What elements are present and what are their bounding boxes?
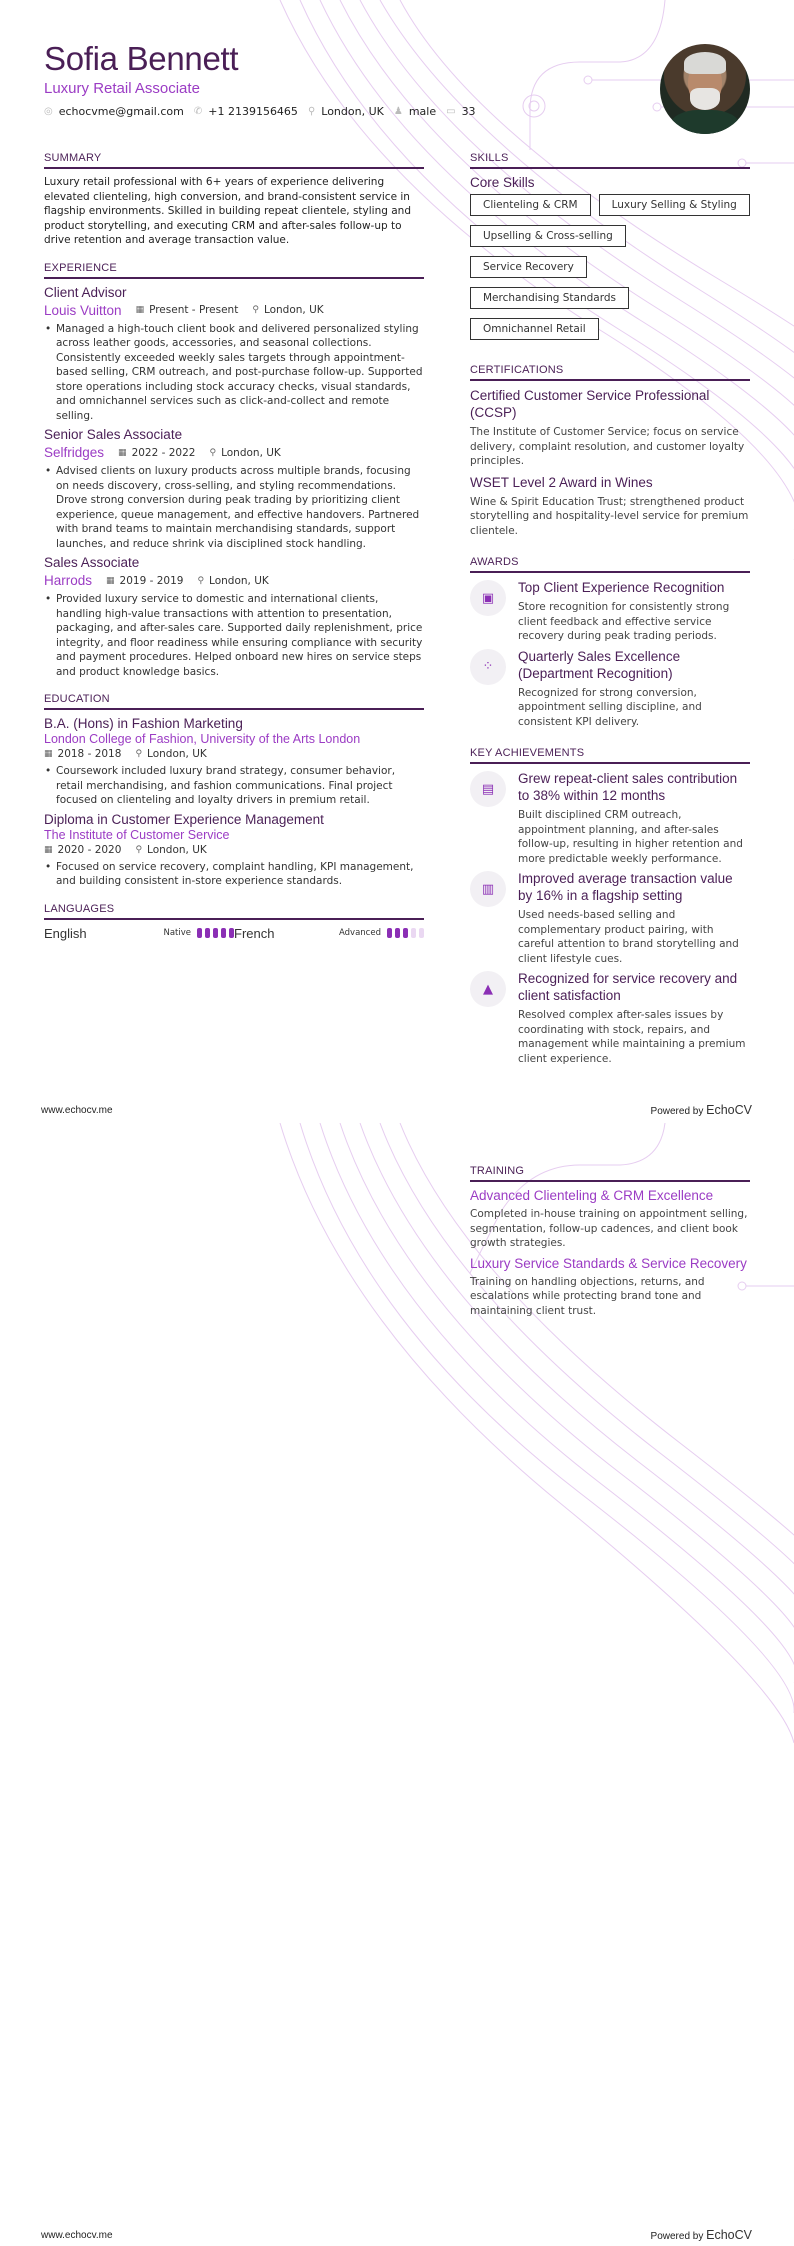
section-heading: EDUCATION: [44, 693, 424, 710]
education-entry: [44, 716, 424, 808]
resume-header: [44, 40, 476, 118]
achievement-title: Recognized for service recovery and client satisfaction: [518, 971, 738, 1003]
school-name: The Institute of Customer Service: [44, 827, 230, 842]
job-entry: [44, 285, 424, 424]
job-location: London, UK: [263, 304, 324, 316]
skills-section: [470, 152, 750, 340]
resume-page-2: [0, 1123, 794, 2246]
summary-section: [44, 152, 424, 248]
award-item: [470, 579, 750, 644]
calendar-icon: ▦: [44, 844, 53, 855]
job-title: Sales Associate: [44, 555, 140, 570]
section-heading: SUMMARY: [44, 152, 424, 169]
award-item: [470, 648, 750, 730]
language-item: [234, 926, 424, 941]
skill-tags: [470, 194, 750, 340]
edu-dates: 2018 - 2018: [57, 748, 122, 760]
section-heading: KEY ACHIEVEMENTS: [470, 747, 750, 764]
location-pin-icon: ⚲: [197, 575, 205, 586]
contact-email[interactable]: ◎ echocvme@gmail.com: [44, 105, 184, 118]
location-pin-icon: ⚲: [135, 749, 143, 759]
footer-url[interactable]: www.echocv.me: [41, 1104, 113, 1116]
job-title: Senior Sales Associate: [44, 427, 183, 442]
skill-tag: Luxury Selling & Styling: [599, 194, 750, 216]
file-invoice-icon: ▤: [470, 771, 506, 807]
training-title: Advanced Clienteling & CRM Excellence: [470, 1188, 714, 1203]
skill-tag: Clienteling & CRM: [470, 194, 591, 216]
skill-tag: Merchandising Standards: [470, 287, 629, 309]
section-heading: LANGUAGES: [44, 903, 424, 920]
edu-bullet: • Coursework included luxury brand strategy, consumer behavior, retail merchandising, and fashion communications. Final project focused on clienteling and loyalty drivers in premium retail.: [44, 764, 424, 808]
company-name: Selfridges: [44, 445, 105, 460]
at-icon: ◎: [44, 106, 53, 117]
phone-icon: ✆: [193, 106, 203, 117]
achievement-item: [470, 770, 750, 866]
achievement-desc: Resolved complex after-sales issues by coordinating with stock, repairs, and management while maintaining a premium client experience.: [518, 1009, 746, 1065]
training-section: [470, 1165, 750, 1318]
achievement-desc: Built disciplined CRM outreach, appointment planning, and after-sales follow-up, resulting in higher retention and more predictable weekly performance.: [518, 809, 743, 865]
skill-tag: Upselling & Cross-selling: [470, 225, 626, 247]
right-column: [470, 152, 750, 1080]
page-footer: [41, 2228, 752, 2242]
education-section: [44, 693, 424, 889]
language-level: Advanced: [339, 928, 381, 938]
brand-logo: EchoCV: [706, 1103, 752, 1117]
certifications-section: [470, 364, 750, 538]
edu-bullet: • Focused on service recovery, complaint handling, KPI management, and building consistent in-store experience standards.: [44, 860, 424, 889]
award-title: Quarterly Sales Excellence (Department Recognition): [518, 648, 681, 681]
contact-list: [44, 105, 476, 118]
powered-by: Powered by EchoCV: [650, 1103, 752, 1117]
contact-phone[interactable]: ✆ +1 2139156465: [193, 105, 298, 118]
company-name: Louis Vuitton: [44, 302, 122, 318]
candidate-title: Luxury Retail Associate: [44, 80, 200, 97]
language-name: English: [44, 925, 87, 941]
skill-tag: Service Recovery: [470, 256, 587, 278]
job-bullet: • Advised clients on luxury products across multiple brands, focusing on needs discovery, cross-selling, and styling recommendations. Drove strong conversion during peak trading by prioritizing client experience, queue management, and effective handovers. Partnered with brand teams to maintain merchandising standards, support launches, and reduce shrink via disciplined stock handling.: [44, 464, 424, 551]
edu-dates: 2020 - 2020: [57, 843, 122, 856]
language-item: [44, 926, 234, 941]
location-pin-icon: ⚲: [307, 106, 316, 117]
location-pin-icon: ⚲: [135, 844, 143, 855]
section-heading: EXPERIENCE: [44, 262, 424, 279]
achievement-item: [470, 870, 750, 966]
summary-text: Luxury retail professional with 6+ years of experience delivering elevated clienteling, high conversion, and brand-consistent service in flagship environments. Skilled in building repeat clientele, styling and product storytelling, and executing CRM and after-sales follow-up to drive retention and average transaction value.: [44, 176, 411, 246]
language-name: French: [234, 925, 275, 941]
job-entry: [44, 555, 424, 679]
page-footer: [41, 1103, 752, 1117]
edu-location: London, UK: [147, 843, 207, 856]
awards-section: [470, 556, 750, 729]
calendar-icon: ▦: [135, 305, 145, 315]
award-desc: Store recognition for consistently strong client feedback and effective service recovery during peak trading periods.: [518, 601, 730, 642]
job-location: London, UK: [221, 446, 281, 459]
calendar-icon: ▦: [118, 447, 127, 458]
certification-desc: Wine & Spirit Education Trust; strengthened product storytelling and hospitality-level service for premium clientele.: [470, 495, 749, 537]
skills-group-title: Core Skills: [470, 175, 535, 190]
achievement-title: Grew repeat-client sales contribution to 38% within 12 months: [518, 771, 738, 803]
section-heading: AWARDS: [470, 556, 750, 573]
dashed-circle-icon: ⁘: [470, 649, 506, 685]
right-column: [470, 1165, 750, 1332]
section-heading: SKILLS: [470, 152, 750, 169]
language-level: Native: [163, 928, 191, 938]
footer-url[interactable]: www.echocv.me: [41, 2229, 113, 2241]
degree-title: Diploma in Customer Experience Management: [44, 811, 324, 827]
proficiency-dots: [387, 928, 424, 938]
calendar-icon: ▭: [446, 106, 456, 117]
person-icon: ♟: [393, 106, 403, 117]
bell-icon: ▲: [470, 971, 506, 1007]
location-pin-icon: ⚲: [209, 447, 217, 458]
candidate-name: Sofia Bennett: [44, 40, 239, 77]
brand-logo: EchoCV: [706, 2228, 752, 2242]
achievement-desc: Used needs-based selling and complementary product pairing, with careful attention to brand storytelling and client lifestyle cues.: [518, 909, 739, 965]
achievement-item: [470, 970, 750, 1066]
calendar-icon: ▦: [44, 749, 53, 759]
proficiency-dots: [197, 928, 234, 938]
job-bullet: • Managed a high-touch client book and delivered personalized styling across leather goods, accessories, and seasonal collections. Consistently exceeded weekly sales targets through appointment-based selling, CRM outreach, and post-purchase follow-up. Supported store operations including stock accuracy checks, visual standards, and omnichannel services such as click-and-collect and remote selling.: [44, 322, 424, 424]
building-icon: ▥: [470, 871, 506, 907]
training-title: Luxury Service Standards & Service Recovery: [470, 1255, 747, 1271]
achievements-section: [470, 747, 750, 1066]
experience-section: [44, 262, 424, 680]
job-dates: 2019 - 2019: [119, 574, 184, 587]
edu-location: London, UK: [147, 748, 207, 760]
job-dates: Present - Present: [149, 304, 239, 316]
job-bullet: • Provided luxury service to domestic and international clients, handling high-value transactions with attention to presentation, packaging, and after-sales care. Supported daily replenishment, price integrity, and floor readiness while ensuring compliance with security and payment procedures. Helped onboard new hires on service steps and product knowledge basics.: [44, 592, 424, 679]
certification-title: Certified Customer Service Professional (CCSP): [470, 388, 710, 420]
award-title: Top Client Experience Recognition: [518, 580, 725, 595]
contact-location: ⚲ London, UK: [307, 105, 384, 118]
contact-age: ▭ 33: [446, 105, 476, 118]
degree-title: B.A. (Hons) in Fashion Marketing: [44, 716, 243, 731]
job-entry: [44, 427, 424, 551]
chip-icon: ▣: [470, 580, 506, 616]
left-column: [44, 152, 424, 955]
languages-section: [44, 903, 424, 941]
job-dates: 2022 - 2022: [131, 446, 196, 459]
company-name: Harrods: [44, 573, 93, 588]
calendar-icon: ▦: [106, 575, 115, 586]
award-desc: Recognized for strong conversion, appointment selling discipline, and consistent KPI delivery.: [518, 686, 702, 728]
training-desc: Completed in-house training on appointment selling, segmentation, follow-up cadences, and client book growth strategies.: [470, 1208, 748, 1249]
achievement-title: Improved average transaction value by 16% in a flagship setting: [518, 871, 733, 903]
certification-desc: The Institute of Customer Service; focus on service delivery, complaint resolution, and customer loyalty principles.: [470, 426, 745, 467]
contact-gender: ♟ male: [393, 105, 437, 118]
skill-tag: Omnichannel Retail: [470, 318, 599, 340]
profile-photo: [660, 44, 750, 134]
section-heading: CERTIFICATIONS: [470, 364, 750, 381]
powered-by: Powered by EchoCV: [650, 2228, 752, 2242]
section-heading: TRAINING: [470, 1165, 750, 1182]
training-desc: Training on handling objections, returns, and escalations while protecting brand tone and maintaining client trust.: [470, 1275, 705, 1317]
education-entry: [44, 812, 424, 889]
school-name: London College of Fashion, University of the Arts London: [44, 732, 361, 746]
location-pin-icon: ⚲: [252, 305, 259, 315]
job-location: London, UK: [209, 574, 269, 587]
job-title: Client Advisor: [44, 284, 127, 300]
certification-title: WSET Level 2 Award in Wines: [470, 474, 653, 490]
